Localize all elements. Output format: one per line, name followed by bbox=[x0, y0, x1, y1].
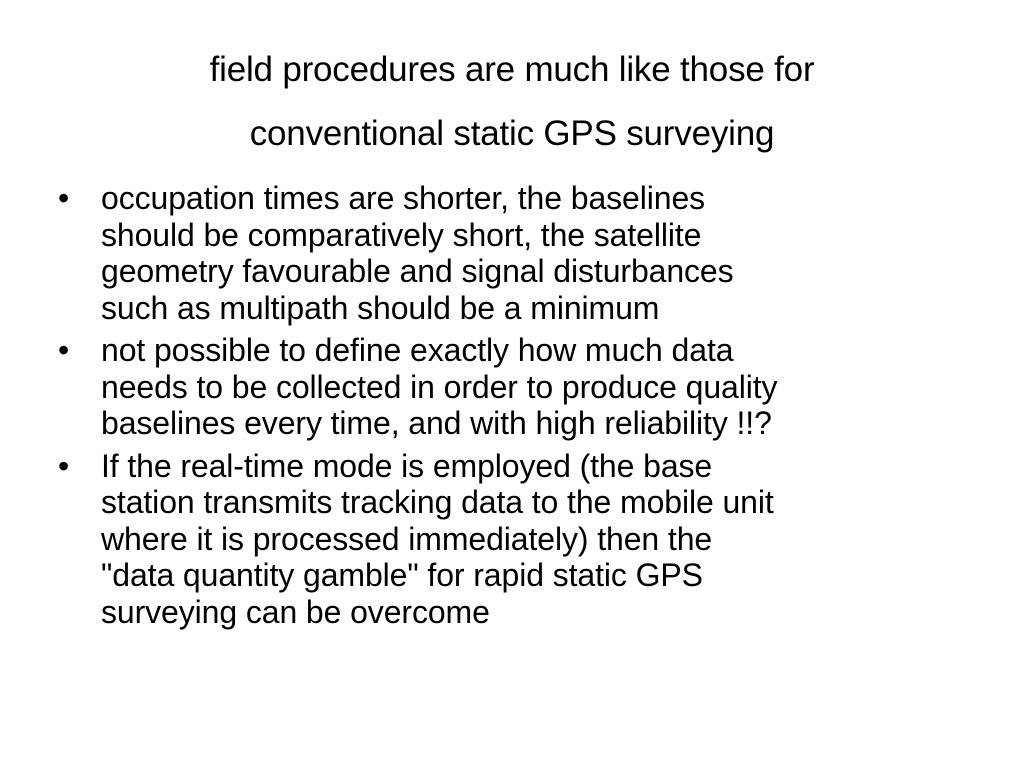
title-line-2: conventional static GPS surveying bbox=[249, 114, 775, 153]
title-line-1: field procedures are much like those for bbox=[209, 50, 815, 89]
bullet-1-line-4: such as multipath should be a minimum bbox=[101, 289, 660, 326]
bullet-marker: • bbox=[58, 447, 70, 484]
bullet-marker: • bbox=[58, 332, 70, 368]
bullet-item-data-quantity bbox=[58, 332, 968, 442]
bullet-marker: • bbox=[58, 180, 70, 216]
bullet-3-line-4: "data quantity gamble" for rapid static GPS bbox=[101, 557, 703, 593]
bullet-2-line-2: needs to be collected in order to produce quality bbox=[101, 368, 778, 405]
bullet-item-occupation-times bbox=[58, 180, 968, 326]
bullet-2-line-3: baselines every time, and with high reliability !!? bbox=[101, 405, 772, 441]
bullet-1-line-2: should be comparatively short, the satellite bbox=[101, 216, 702, 253]
bullet-1-line-3: geometry favourable and signal disturbances bbox=[101, 253, 734, 289]
bullet-3-line-2: station transmits tracking data to the mobile unit bbox=[101, 484, 774, 520]
slide-title bbox=[0, 38, 1024, 166]
bullet-2-line-1: not possible to define exactly how much data bbox=[101, 332, 734, 368]
bullet-3-line-3: where it is processed immediately) then the bbox=[101, 520, 713, 557]
bullet-3-line-1: If the real-time mode is employed (the base bbox=[101, 447, 713, 484]
bullet-3-line-5: surveying can be overcome bbox=[101, 593, 490, 630]
bullet-1-line-1: occupation times are shorter, the baselines bbox=[101, 180, 706, 216]
bullet-list bbox=[58, 180, 968, 636]
bullet-item-real-time-mode bbox=[58, 448, 968, 631]
